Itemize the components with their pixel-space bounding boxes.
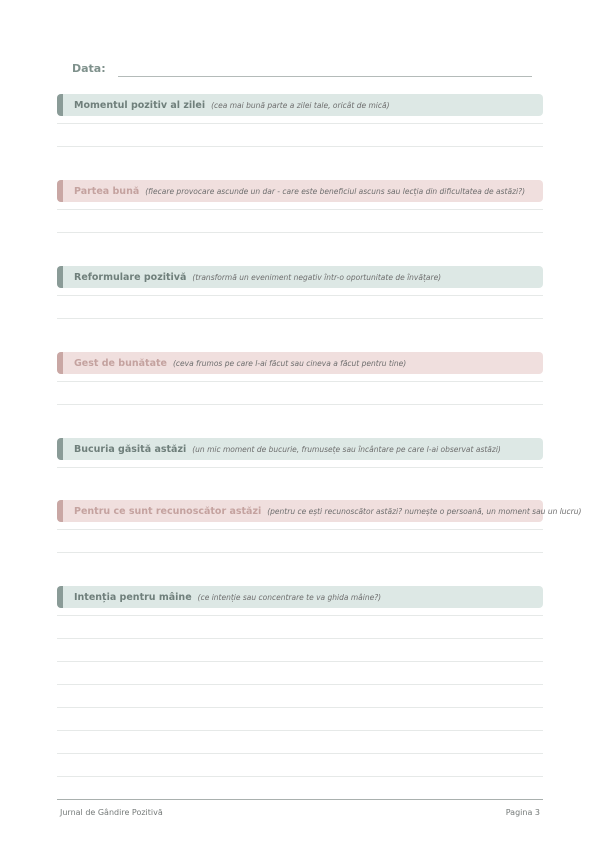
section-header-intention (57, 586, 543, 608)
date-label: Data: (72, 62, 106, 75)
section-accent-bar (57, 586, 63, 608)
writing-line[interactable] (57, 552, 543, 553)
section-hint: (cea mai bună parte a zilei tale, oricât de mică) (211, 100, 390, 110)
footer-journal-title: Jurnal de Gândire Pozitivă (60, 808, 163, 817)
section-title: Gest de bunătate (74, 357, 167, 369)
section-header-silver-lining (57, 180, 543, 202)
writing-line[interactable] (57, 661, 543, 662)
writing-line[interactable] (57, 730, 543, 731)
writing-line[interactable] (57, 318, 543, 319)
section-header-joy (57, 438, 543, 460)
section-hint: (pentru ce ești recunoscător astăzi? numește o persoană, un moment sau un lucru) (267, 506, 582, 516)
writing-line[interactable] (57, 638, 543, 639)
section-header-gratitude (57, 500, 582, 522)
section-accent-bar (57, 352, 63, 374)
section-title: Momentul pozitiv al zilei (74, 99, 206, 111)
writing-line[interactable] (57, 209, 543, 210)
writing-line[interactable] (57, 295, 543, 296)
writing-line[interactable] (57, 404, 543, 405)
footer-page-number: Pagina 3 (505, 808, 540, 817)
writing-line[interactable] (57, 146, 543, 147)
section-header-kindness (57, 352, 543, 374)
section-hint: (un mic moment de bucurie, frumusețe sau încântare pe care l-ai observat astăzi) (192, 444, 501, 454)
writing-line[interactable] (57, 232, 543, 233)
section-hint: (transformă un eveniment negativ într-o oportunitate de învățare) (192, 272, 442, 282)
section-title: Reformulare pozitivă (74, 271, 187, 283)
section-header-positive-moment (57, 94, 543, 116)
writing-line[interactable] (57, 753, 543, 754)
section-hint: (fiecare provocare ascunde un dar - care este beneficiul ascuns sau lecția din dificultatea de astăzi?) (145, 186, 525, 196)
section-accent-bar (57, 180, 63, 202)
section-accent-bar (57, 94, 63, 116)
writing-line[interactable] (57, 707, 543, 708)
section-accent-bar (57, 438, 63, 460)
section-accent-bar (57, 500, 63, 522)
writing-line[interactable] (57, 123, 543, 124)
writing-line[interactable] (57, 381, 543, 382)
footer-divider (57, 799, 543, 800)
writing-line[interactable] (57, 467, 543, 468)
section-accent-bar (57, 266, 63, 288)
date-row (72, 62, 532, 82)
section-hint: (ce intenție sau concentrare te va ghida mâine?) (197, 592, 382, 602)
section-title: Partea bună (74, 185, 140, 197)
writing-line[interactable] (57, 684, 543, 685)
writing-line[interactable] (57, 529, 543, 530)
section-header-positive-reframe (57, 266, 543, 288)
section-hint: (ceva frumos pe care l-ai făcut sau cineva a făcut pentru tine) (172, 358, 407, 368)
section-title: Bucuria găsită astăzi (74, 443, 187, 455)
writing-line[interactable] (57, 615, 543, 616)
section-title: Pentru ce sunt recunoscător astăzi (74, 505, 262, 517)
writing-line[interactable] (57, 776, 543, 777)
date-input-line[interactable] (118, 76, 532, 77)
section-title: Intenția pentru mâine (74, 591, 192, 603)
